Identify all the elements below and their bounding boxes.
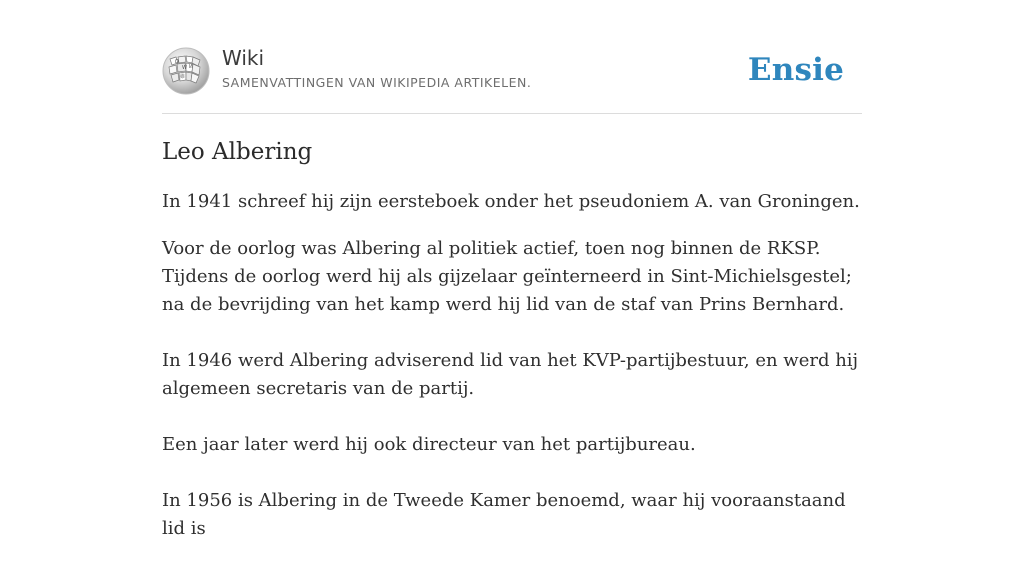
article-paragraph-4: In 1956 is Albering in de Tweede Kamer benoemd, waar hij vooraanstaand lid is xyxy=(162,490,846,539)
brand-text xyxy=(222,45,742,91)
article-content xyxy=(162,138,862,571)
svg-text:W: W xyxy=(182,65,187,71)
article-paragraph-2: In 1946 werd Albering adviserend lid van het KVP-partijbestuur, en werd hij algemeen secretaris van de partij. xyxy=(162,350,859,399)
svg-text:維: 維 xyxy=(180,74,186,80)
article-paragraph-3: Een jaar later werd hij ook directeur van het partijbureau. xyxy=(162,434,696,455)
site-name[interactable]: Wiki xyxy=(222,46,265,70)
article-title: Leo Albering xyxy=(162,139,313,165)
svg-text:И: И xyxy=(189,64,193,70)
site-header xyxy=(162,45,862,114)
wikipedia-globe-icon xyxy=(162,47,210,95)
article-intro: In 1941 schreef hij zijn eersteboek onder het pseudoniem A. van Groningen. xyxy=(162,191,860,212)
article-paragraph-1: Voor de oorlog was Albering al politiek actief, toen nog binnen de RKSP. Tijdens de oorlog werd hij als gijzelaar geïnterneerd in Sint-Michielsgestel; na de bevrijding van het kamp werd hij lid van de staf van Prins Bernhard. xyxy=(162,238,852,315)
svg-text:Ω: Ω xyxy=(175,59,179,65)
ensie-logo-link[interactable]: Ensie xyxy=(747,52,844,88)
site-tagline: SAMENVATTINGEN VAN WIKIPEDIA ARTIKELEN. xyxy=(222,75,532,90)
